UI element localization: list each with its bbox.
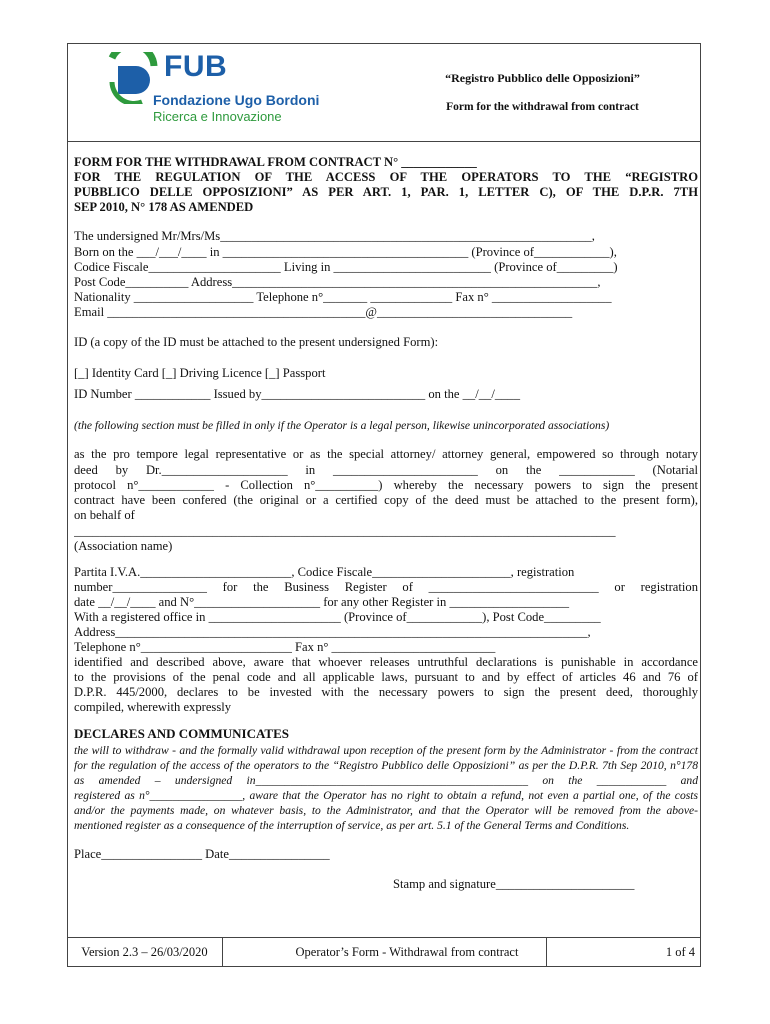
declares-line1: the will to withdraw - and the formally valid withdrawal upon reception of the present form by the Administrator - from the contract bbox=[74, 744, 698, 757]
header-divider bbox=[67, 141, 701, 142]
stamp-signature-field[interactable]: Stamp and signature______________________ bbox=[393, 877, 635, 891]
association-name-field[interactable]: ______________________________________________________________________________________ bbox=[74, 524, 616, 538]
email-field[interactable]: Email _________________________________________@_______________________________ bbox=[74, 305, 573, 319]
representative-line2[interactable]: deed by Dr.____________________ in _______________________ on the ____________ (Notarial bbox=[74, 463, 698, 477]
registration-date-field[interactable]: date __/__/____ and N°____________________ for any other Register in ___________________ bbox=[74, 595, 570, 609]
declares-line2: for the regulation of the access of the operators to the “Registro Pubblico delle Opposizioni” as per the D.P.R. 7th Sep 2010, n°178 bbox=[74, 759, 698, 772]
company-phone-fax-field[interactable]: Telephone n°________________________ Fax n° __________________________ bbox=[74, 640, 496, 654]
fub-logo bbox=[108, 52, 328, 132]
declares-line6: mentioned register as a consequence of the interruption of service, as per art. 5.1 of the General Terms and Conditions. bbox=[74, 819, 630, 832]
place-date-field[interactable]: Place________________ Date________________ bbox=[74, 847, 330, 861]
form-subtitle: Form for the withdrawal from contract bbox=[446, 101, 639, 113]
birth-field[interactable]: Born on the ___/___/____ in _______________________________________ (Province of____________), bbox=[74, 245, 617, 259]
logo-foundation-name: Fondazione Ugo Bordoni bbox=[153, 92, 320, 108]
partita-iva-field[interactable]: Partita I.V.A.________________________, Codice Fiscale______________________, registration bbox=[74, 565, 575, 579]
registration-number-field[interactable]: number_______________ for the Business Register of ___________________________ or registration bbox=[74, 580, 698, 594]
declares-heading: DECLARES AND COMMUNICATES bbox=[74, 726, 290, 741]
id-type-options[interactable]: [_] Identity Card [_] Driving Licence [_] Passport bbox=[74, 366, 326, 380]
declaration-paragraph-line1: identified and described above, aware that whoever releases untruthful declarations is punishable in accordance bbox=[74, 655, 698, 669]
form-title-line2: FOR THE REGULATION OF THE ACCESS OF THE OPERATORS TO THE “REGISTRO bbox=[74, 170, 698, 184]
representative-line3[interactable]: protocol n°____________ - Collection n°__________) whereby the necessary powers to sign the present bbox=[74, 478, 698, 492]
declares-line5: and/or the payments made, on whatever basis, to the Administrator, and that the Operator will be removed from the above- bbox=[74, 804, 698, 817]
id-intro: ID (a copy of the ID must be attached to the present undersigned Form): bbox=[74, 335, 439, 349]
registered-office-field[interactable]: With a registered office in _____________________ (Province of____________), Post Code_________ bbox=[74, 610, 601, 624]
logo-tagline: Ricerca e Innovazione bbox=[153, 109, 282, 124]
registry-title: “Registro Pubblico delle Opposizioni” bbox=[445, 71, 640, 85]
footer-page-number: 1 of 4 bbox=[665, 945, 695, 959]
post-code-address-field[interactable]: Post Code__________ Address__________________________________________________________, bbox=[74, 275, 601, 289]
form-title-line1: FORM FOR THE WITHDRAWAL FROM CONTRACT N° ____________ bbox=[74, 155, 477, 169]
declaration-paragraph-line3: D.P.R. 445/2000, declares to be invested with the necessary powers to sign the present deed, thoroughly bbox=[74, 685, 698, 699]
representative-line4: contract have been confered (the original or a certified copy of the deed must be attached to the present form), bbox=[74, 493, 698, 507]
representative-line1: as the pro tempore legal representative or as the special attorney/ attorney general, empowered so through notary bbox=[74, 447, 698, 461]
declares-line3[interactable]: as amended – undersigned in_______________________________________________ on the ____________ and bbox=[74, 774, 698, 787]
association-name-label: (Association name) bbox=[74, 539, 173, 553]
codice-fiscale-field[interactable]: Codice Fiscale_____________________ Living in _________________________ (Province of_________) bbox=[74, 260, 618, 274]
footer-form-name: Operator’s Form - Withdrawal from contract bbox=[295, 945, 519, 959]
declares-line4[interactable]: registered as n°________________, aware that the Operator has no right to obtain a refund, not even a partial one, of the costs bbox=[74, 789, 698, 802]
declaration-paragraph-line4: compiled, wherewith expressly bbox=[74, 700, 232, 714]
id-number-field[interactable]: ID Number ____________ Issued by__________________________ on the __/__/____ bbox=[74, 387, 521, 401]
footer-version: Version 2.3 – 26/03/2020 bbox=[81, 945, 208, 959]
company-address-field[interactable]: Address___________________________________________________________________________, bbox=[74, 625, 591, 639]
declaration-paragraph-line2: to the provisions of the penal code and all applicable laws, pursuant to and by effect of articles 46 and 76 of bbox=[74, 670, 698, 684]
form-title-line4: SEP 2010, N° 178 AS AMENDED bbox=[74, 200, 254, 214]
representative-line5: on behalf of bbox=[74, 508, 135, 522]
footer-separator-2 bbox=[546, 937, 547, 967]
logo-fub-text: FUB bbox=[164, 50, 228, 83]
undersigned-field[interactable]: The undersigned Mr/Mrs/Ms___________________________________________________________, bbox=[74, 229, 595, 243]
footer-separator-1 bbox=[222, 937, 223, 967]
nationality-phone-fax-field[interactable]: Nationality ___________________ Telephone n°_______ _____________ Fax n° ___________________ bbox=[74, 290, 612, 304]
form-title-line3: PUBBLICO DELLE OPPOSIZIONI” AS PER ART. 1, PAR. 1, LETTER C), OF THE D.P.R. 7TH bbox=[74, 185, 698, 199]
legal-person-note: (the following section must be filled in only if the Operator is a legal person, likewise unincorporated associations) bbox=[74, 419, 610, 432]
